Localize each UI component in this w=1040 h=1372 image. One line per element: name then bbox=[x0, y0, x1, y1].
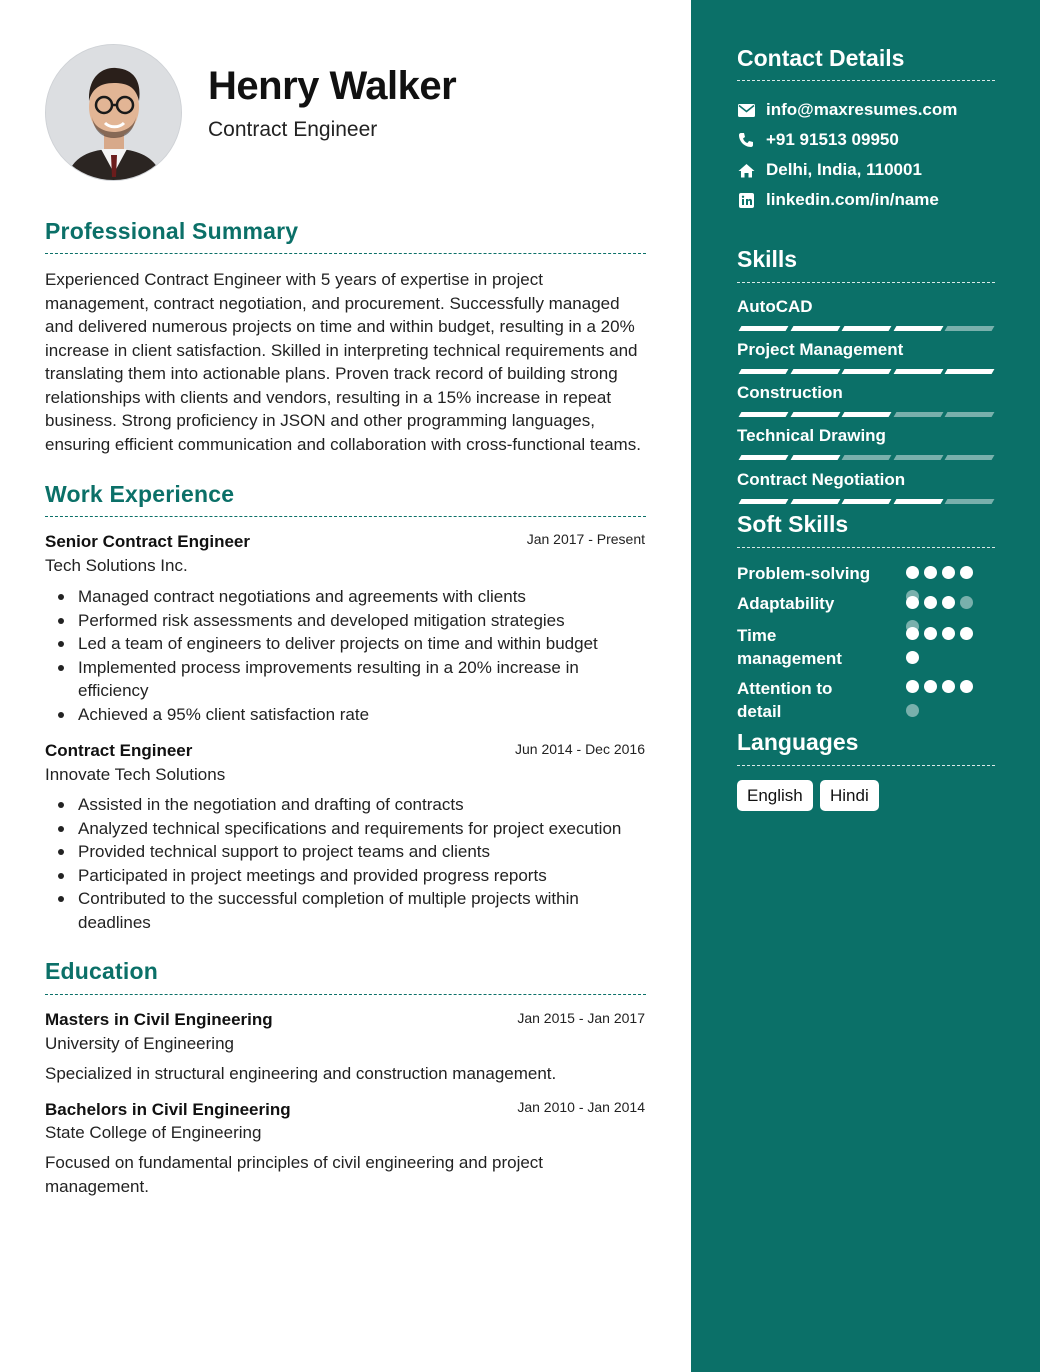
skill-level-segment bbox=[893, 369, 943, 374]
skill-level-segment bbox=[842, 455, 892, 460]
experience-divider bbox=[45, 516, 646, 517]
list-item: Performed risk assessments and developed mitigation strategies bbox=[78, 609, 648, 633]
contact-email-text: info@maxresumes.com bbox=[766, 100, 958, 119]
skill-level-segment bbox=[945, 326, 995, 331]
skill-level-segment bbox=[893, 412, 943, 417]
summary-text: Experienced Contract Engineer with 5 years of expertise in project management, contract negotiation, and procurement. Successfully managed and delivered numerous projects on time and within budget, resulting in a 20% increase in client satisfaction. Skilled in interpreting technical requirements and translating them into actionable plans. Proven track record of building strong relationships with clients and vendors, resulting in a 15% increase in repeat business. Strong proficiency in JSON and other programming languages, ensuring efficient communication and collaboration with cross-functional teams. bbox=[45, 270, 641, 454]
home-icon bbox=[737, 161, 755, 179]
skill-level-segment bbox=[790, 369, 840, 374]
skill-level-segment bbox=[893, 455, 943, 460]
contact-address bbox=[737, 160, 922, 180]
rating-dot bbox=[906, 566, 919, 579]
skill-level-segment bbox=[945, 499, 995, 504]
rating-dot bbox=[924, 627, 937, 640]
skill-name: AutoCAD bbox=[737, 297, 813, 316]
rating-dot bbox=[924, 566, 937, 579]
degree-date: Jan 2010 - Jan 2014 bbox=[517, 1099, 645, 1115]
rating-dot bbox=[906, 627, 919, 640]
rating-dot bbox=[906, 680, 919, 693]
job-bullets bbox=[78, 585, 648, 726]
list-item: Analyzed technical specifications and requirements for project execution bbox=[78, 817, 648, 841]
job-bullets bbox=[78, 793, 648, 934]
degree-title: Masters in Civil Engineering bbox=[45, 1010, 273, 1029]
skills-heading: Skills bbox=[737, 246, 798, 272]
soft-skill-name: Problem-solving bbox=[737, 564, 871, 583]
languages-divider bbox=[737, 765, 995, 766]
contact-email[interactable] bbox=[737, 100, 957, 120]
job-date: Jun 2014 - Dec 2016 bbox=[515, 741, 645, 757]
skill-level-segment bbox=[739, 499, 789, 504]
degree-date: Jan 2015 - Jan 2017 bbox=[517, 1010, 645, 1026]
skill-level-segment bbox=[945, 412, 995, 417]
education-heading: Education bbox=[45, 958, 158, 984]
skill-level-segment bbox=[739, 455, 789, 460]
rating-dot bbox=[960, 566, 973, 579]
job-company: Tech Solutions Inc. bbox=[45, 556, 188, 575]
skill-level-segment bbox=[945, 455, 995, 460]
skill-level-segment bbox=[842, 326, 892, 331]
skill-level-segment bbox=[739, 412, 789, 417]
language-tag: English bbox=[737, 780, 813, 811]
skill-level-segment bbox=[739, 369, 789, 374]
skill-level-bar bbox=[738, 499, 993, 504]
languages-heading: Languages bbox=[737, 729, 859, 755]
language-tag: Hindi bbox=[820, 780, 879, 811]
job-date: Jan 2017 - Present bbox=[526, 531, 645, 547]
skill-level-segment bbox=[790, 412, 840, 417]
soft-skill-name: Attention to detail bbox=[737, 679, 833, 721]
rating-dot bbox=[924, 680, 937, 693]
contact-divider bbox=[737, 80, 995, 81]
rating-dot bbox=[942, 627, 955, 640]
list-item: Provided technical support to project teams and clients bbox=[78, 840, 648, 864]
list-item: Implemented process improvements resulting in a 20% increase in efficiency bbox=[78, 656, 648, 703]
list-item: Contributed to the successful completion of multiple projects within deadlines bbox=[78, 887, 648, 934]
job-title: Senior Contract Engineer bbox=[45, 532, 250, 551]
list-item: Participated in project meetings and provided progress reports bbox=[78, 864, 648, 888]
contact-address-text: Delhi, India, 110001 bbox=[766, 160, 922, 179]
contact-linkedin-text: linkedin.com/in/name bbox=[766, 190, 939, 209]
skill-name: Technical Drawing bbox=[737, 426, 886, 445]
skill-level-segment bbox=[842, 499, 892, 504]
rating-dot bbox=[906, 596, 919, 609]
experience-heading: Work Experience bbox=[45, 481, 235, 507]
list-item: Achieved a 95% client satisfaction rate bbox=[78, 703, 648, 727]
list-item: Led a team of engineers to deliver projects on time and within budget bbox=[78, 632, 648, 656]
phone-icon bbox=[737, 131, 755, 149]
soft-skills-heading: Soft Skills bbox=[737, 511, 849, 537]
avatar bbox=[45, 44, 182, 181]
summary-divider bbox=[45, 253, 646, 254]
linkedin-icon bbox=[737, 191, 755, 209]
skill-level-segment bbox=[842, 369, 892, 374]
envelope-icon bbox=[737, 101, 755, 119]
skill-level-segment bbox=[842, 412, 892, 417]
contact-heading: Contact Details bbox=[737, 45, 905, 71]
rating-dot bbox=[960, 627, 973, 640]
degree-description: Focused on fundamental principles of civil engineering and project management. bbox=[45, 1153, 544, 1196]
rating-dot bbox=[942, 680, 955, 693]
rating-dot bbox=[960, 596, 973, 609]
soft-skill-name: Time management bbox=[737, 626, 842, 668]
list-item: Managed contract negotiations and agreements with clients bbox=[78, 585, 648, 609]
skill-level-segment bbox=[893, 499, 943, 504]
contact-linkedin[interactable] bbox=[737, 190, 939, 210]
rating-dot bbox=[924, 596, 937, 609]
job-company: Innovate Tech Solutions bbox=[45, 765, 226, 784]
skill-name: Contract Negotiation bbox=[737, 470, 906, 489]
soft-skill-name: Adaptability bbox=[737, 594, 835, 613]
skill-name: Construction bbox=[737, 383, 843, 402]
rating-dot bbox=[906, 704, 919, 717]
skill-level-segment bbox=[790, 499, 840, 504]
summary-heading: Professional Summary bbox=[45, 218, 299, 244]
skill-level-bar bbox=[738, 455, 993, 460]
soft-skills-divider bbox=[737, 547, 995, 548]
school-name: State College of Engineering bbox=[45, 1123, 262, 1142]
skill-name: Project Management bbox=[737, 340, 904, 359]
rating-dot bbox=[942, 566, 955, 579]
school-name: University of Engineering bbox=[45, 1034, 234, 1053]
skill-level-segment bbox=[790, 455, 840, 460]
education-divider bbox=[45, 994, 646, 995]
contact-phone-text: +91 91513 09950 bbox=[766, 130, 899, 149]
degree-title: Bachelors in Civil Engineering bbox=[45, 1100, 291, 1119]
skill-level-segment bbox=[945, 369, 995, 374]
rating-dot bbox=[942, 596, 955, 609]
skills-divider bbox=[737, 282, 995, 283]
rating-dot bbox=[906, 651, 919, 664]
skill-level-segment bbox=[790, 326, 840, 331]
degree-description: Specialized in structural engineering and construction management. bbox=[45, 1064, 557, 1083]
skill-level-bar bbox=[738, 369, 993, 374]
candidate-title: Contract Engineer bbox=[208, 118, 378, 141]
job-title: Contract Engineer bbox=[45, 741, 193, 760]
skill-level-segment bbox=[739, 326, 789, 331]
list-item: Assisted in the negotiation and drafting of contracts bbox=[78, 793, 648, 817]
candidate-name: Henry Walker bbox=[208, 64, 457, 108]
rating-dot bbox=[960, 680, 973, 693]
skill-level-segment bbox=[893, 326, 943, 331]
skill-level-bar bbox=[738, 412, 993, 417]
skill-level-bar bbox=[738, 326, 993, 331]
contact-phone[interactable] bbox=[737, 130, 899, 150]
